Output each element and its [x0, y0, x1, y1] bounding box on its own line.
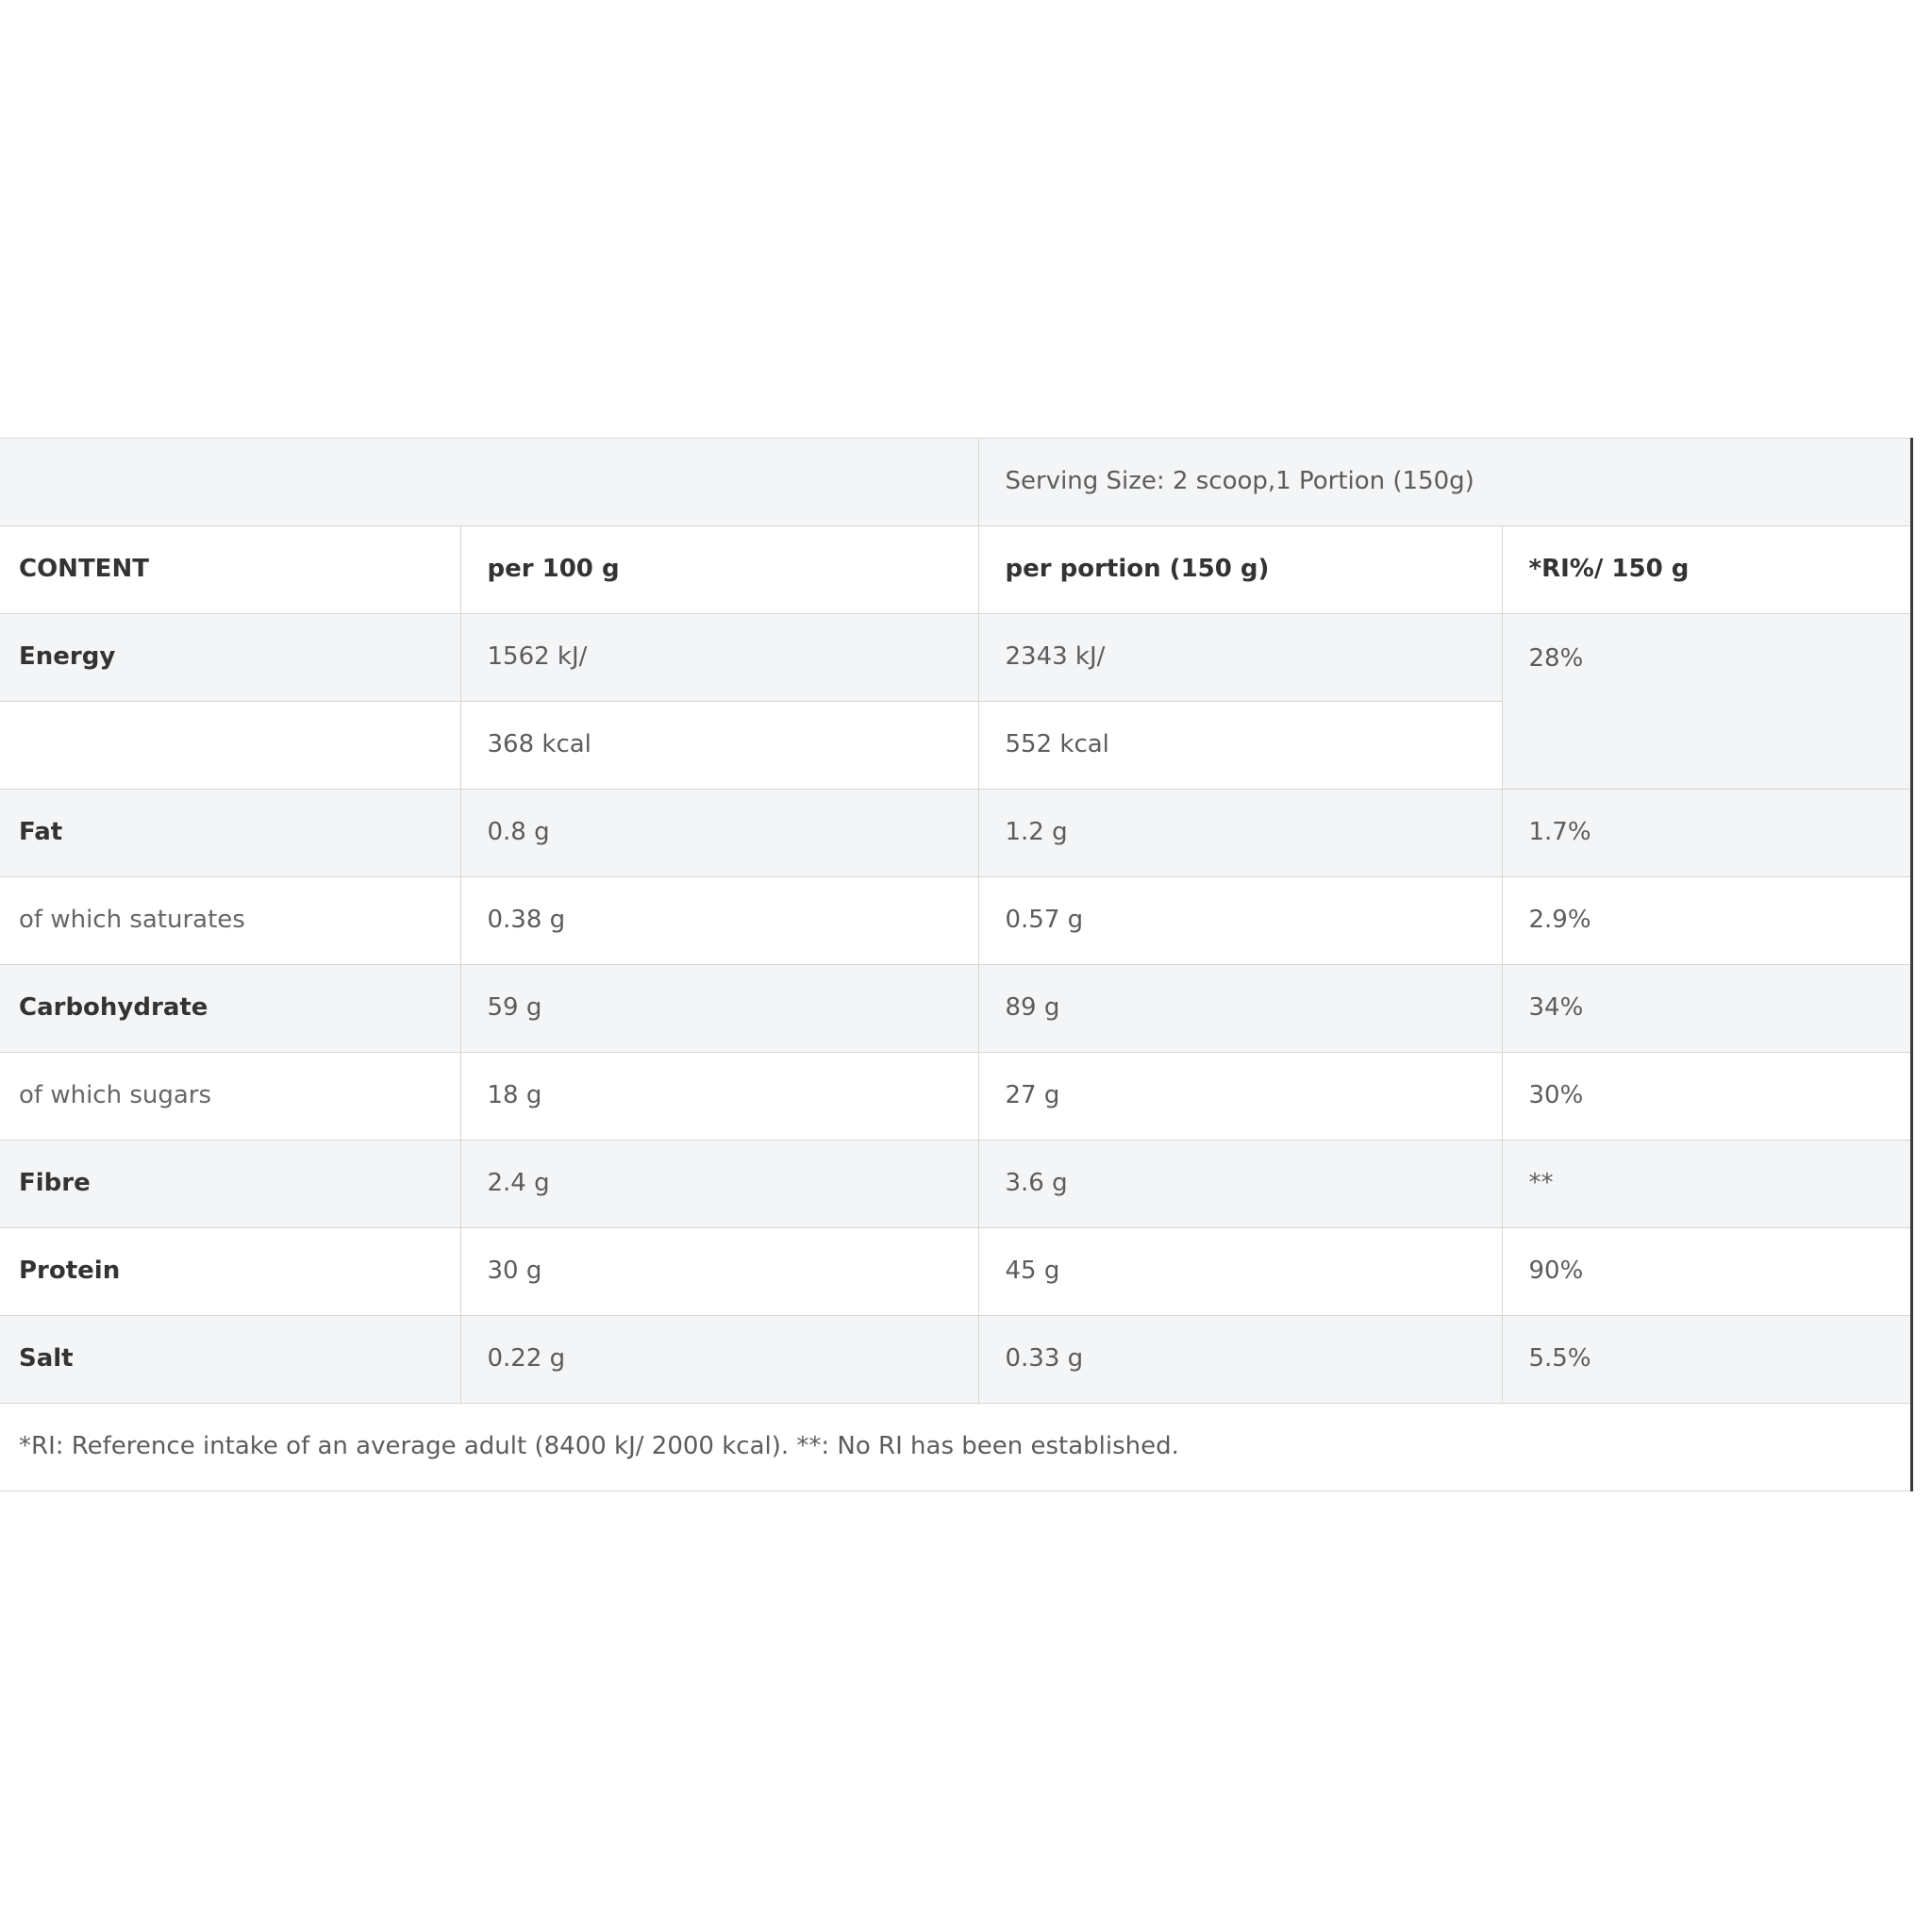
- value-per-portion: 1.2 g: [978, 790, 1502, 877]
- row-label: Fat: [0, 790, 460, 877]
- value-per-portion: 27 g: [978, 1053, 1502, 1141]
- table-row-carbohydrate: [0, 965, 1911, 1053]
- column-header-row: [0, 526, 1911, 614]
- value-per-100g: 0.22 g: [460, 1316, 978, 1404]
- value-per-portion: 0.33 g: [978, 1316, 1502, 1404]
- table-row-fat: [0, 790, 1911, 877]
- row-label: [0, 702, 460, 790]
- value-per-portion: 3.6 g: [978, 1141, 1502, 1228]
- value-per-100g: 1562 kJ/: [460, 614, 978, 702]
- serving-size-label: Serving Size: 2 scoop,1 Portion (150g): [978, 439, 1911, 526]
- header-content: CONTENT: [0, 526, 460, 614]
- value-ri: **: [1502, 1141, 1911, 1228]
- value-per-portion: 89 g: [978, 965, 1502, 1053]
- footnote-text: *RI: Reference intake of an average adult (8400 kJ/ 2000 kcal). **: No RI has been established.: [0, 1404, 1911, 1491]
- value-per-portion: 45 g: [978, 1228, 1502, 1316]
- table-row-salt: [0, 1316, 1911, 1404]
- table-row-saturates: [0, 877, 1911, 965]
- value-per-portion: 2343 kJ/: [978, 614, 1502, 702]
- value-per-100g: 2.4 g: [460, 1141, 978, 1228]
- value-ri: 34%: [1502, 965, 1911, 1053]
- value-per-100g: 59 g: [460, 965, 978, 1053]
- value-ri: 2.9%: [1502, 877, 1911, 965]
- value-ri: 90%: [1502, 1228, 1911, 1316]
- value-per-100g: 18 g: [460, 1053, 978, 1141]
- value-ri: 30%: [1502, 1053, 1911, 1141]
- row-label: Carbohydrate: [0, 965, 460, 1053]
- table-row-protein: [0, 1228, 1911, 1316]
- value-ri: 1.7%: [1502, 790, 1911, 877]
- value-per-100g: 30 g: [460, 1228, 978, 1316]
- header-ri: *RI%/ 150 g: [1502, 526, 1911, 614]
- row-label: of which sugars: [0, 1053, 460, 1141]
- footnote-row: [0, 1404, 1911, 1491]
- row-label: Protein: [0, 1228, 460, 1316]
- value-per-100g: 368 kcal: [460, 702, 978, 790]
- table-row-sugars: [0, 1053, 1911, 1141]
- serving-size-row: [0, 439, 1911, 526]
- row-label: Salt: [0, 1316, 460, 1404]
- value-ri: 5.5%: [1502, 1316, 1911, 1404]
- header-per-100g: per 100 g: [460, 526, 978, 614]
- header-per-portion: per portion (150 g): [978, 526, 1502, 614]
- row-label: Energy: [0, 614, 460, 702]
- value-per-100g: 0.38 g: [460, 877, 978, 965]
- value-per-portion: 0.57 g: [978, 877, 1502, 965]
- value-per-100g: 0.8 g: [460, 790, 978, 877]
- row-label: Fibre: [0, 1141, 460, 1228]
- empty-header-cell: [0, 439, 978, 526]
- table-row-fibre: [0, 1141, 1911, 1228]
- row-label: of which saturates: [0, 877, 460, 965]
- value-per-portion: 552 kcal: [978, 702, 1502, 790]
- value-ri: 28%: [1502, 614, 1911, 790]
- nutrition-table: [0, 438, 1913, 1491]
- table-row-energy-kj: [0, 614, 1911, 702]
